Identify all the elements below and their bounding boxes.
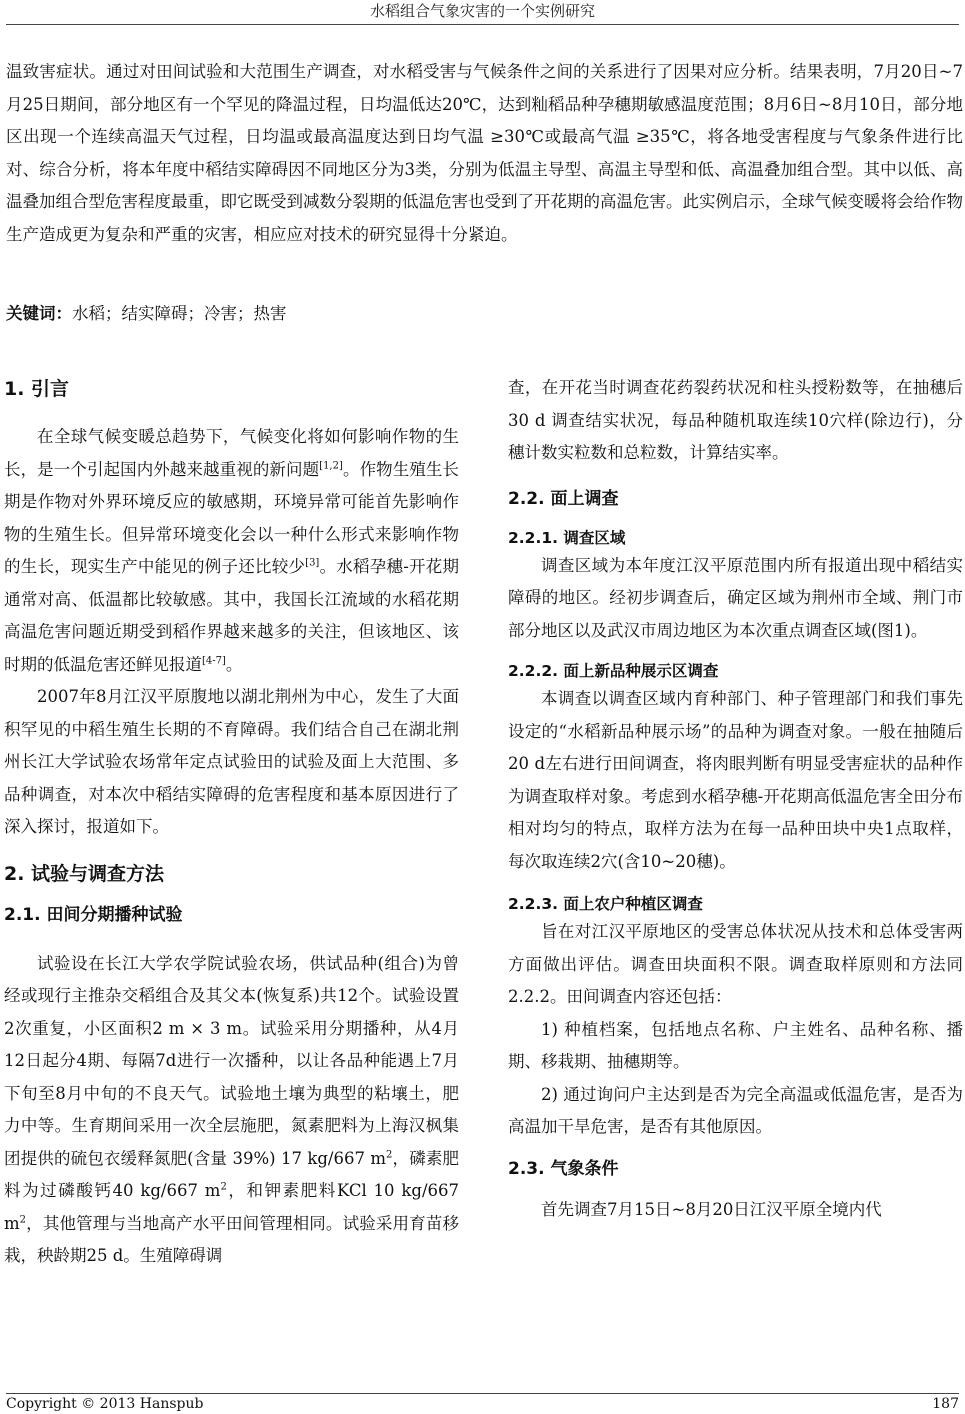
- survey-item-1: 1) 种植档案，包括地点名称、户主姓名、品种名称、播期、移栽期、抽穗期等。: [508, 1019, 963, 1071]
- page-number: 187: [932, 1396, 959, 1412]
- section-2-1-title: 2.1. 田间分期播种试验: [4, 904, 183, 925]
- field-trial-text-a: 试验设在长江大学农学院试验农场，供试品种(组合)为曾经或现行主推杂交稻组合及其父本(恢复系)共12个。试验设置2次重复，小区面积2 m × 3 m。试验采用分期播种，从4月12日起分4期、每隔7d进行一次播种，以让各品种能遇上7月下旬至8月中旬的不良天气。试验地土壤为典型的粘壤土，肥力中等。生育期间采用一次全层施肥，氮素肥料为上海汉枫集团提供的硫包衣缓释氮肥(含量 39%) 17 kg/667 m: [4, 953, 459, 1168]
- section-2-3-title: 2.3. 气象条件: [508, 1158, 619, 1179]
- section-2-2-3-title: 2.2.3. 面上农户种植区调查: [508, 895, 703, 913]
- field-trial-text-d: ，其他管理与当地高产水平田间管理相同。试验采用育苗移栽，秧龄期25 d。生殖障碍调: [4, 1213, 459, 1265]
- intro-paragraph-2: 2007年8月江汉平原腹地以湖北荆州为中心，发生了大面积罕见的中稻生殖生长期的不育障碍。我们结合自己在湖北荆州长江大学试验农场常年定点试验田的试验及面上大范围、多品种调查，对本次中稻结实障碍的危害程度和基本原因进行了深入探讨，报道如下。: [4, 687, 459, 836]
- field-trial-continuation: 查，在开花当时调查花药裂药状况和柱头授粉数等，在抽穗后 30 d 调查结实状况，每品种随机取连续10穴样(除边行)，分穗计数实粒数和总粒数，计算结实率。: [508, 378, 963, 462]
- superscript-2: 2: [386, 1149, 393, 1160]
- survey-item-2: 2) 通过询问户主达到是否为完全高温或低温危害，是否为高温加干旱危害，是否有其他原因。: [508, 1084, 963, 1136]
- section-1-title: 1. 引言: [4, 378, 70, 400]
- header-divider: [6, 24, 959, 25]
- variety-survey-paragraph: 本调查以调查区域内育种部门、种子管理部门和我们事先设定的“水稻新品种展示场”的品种为调查对象。一般在抽随后20 d左右进行田间调查，将肉眼判断有明显受害症状的品种作为调查取样对象。考虑到水稻孕穗-开花期高低温危害全田分布相对均匀的特点，取样方法为在每一品种田块中央1点取样，每次取连续2穴(含10~20穗)。: [508, 689, 963, 871]
- keywords: [6, 298, 956, 330]
- citation-1-2[interactable]: [1,2]: [319, 460, 343, 471]
- left-column: [4, 372, 459, 1273]
- section-2-title: 2. 试验与调查方法: [4, 862, 165, 885]
- right-column: [508, 372, 963, 1226]
- intro-paragraph-1: [4, 421, 459, 681]
- section-2-2-title: 2.2. 面上调查: [508, 488, 619, 509]
- superscript-2: 2: [220, 1181, 227, 1193]
- section-2-2-2-title: 2.2.2. 面上新品种展示区调查: [508, 662, 719, 680]
- copyright-notice: Copyright © 2013 Hanspub: [6, 1396, 204, 1412]
- weather-paragraph: 首先调查7月15日~8月20日江汉平原全境内代: [541, 1199, 882, 1219]
- field-trial-paragraph: [4, 948, 459, 1273]
- intro-text-d: 。: [225, 654, 243, 674]
- farmer-survey-paragraph: 旨在对江汉平原地区的受害总体状况从技术和总体受害两方面做出评估。调查田块面积不限。调查取样原则和方法同2.2.2。田间调查内容还包括：: [508, 922, 963, 1006]
- abstract-text: 温致害症状。通过对田间试验和大范围生产调查，对水稻受害与气候条件之间的关系进行了因果对应分析。结果表明，7月20日~7月25日期间，部分地区有一个罕见的降温过程，日均温低达20℃，达到籼稻品种孕穗期敏感温度范围；8月6日~8月10日，部分地区出现一个连续高温天气过程，日均温或最高温度达到日均气温 ≥30℃或最高气温 ≥35℃，将各地受害程度与气象条件进行比对、综合分析，将本年度中稻结实障碍因不同地区分为3类，分别为低温主导型、高温主导型和低、高温叠加组合型。其中以低、高温叠加组合型危害程度最重，即它既受到减数分裂期的低温危害也受到了开花期的高温危害。此实例启示，全球气候变暖将会给作物生产造成更为复杂和严重的灾害，相应应对技术的研究显得十分紧迫。: [6, 62, 963, 244]
- keywords-label: 关键词：: [6, 304, 72, 323]
- intro-text-a: 在全球气候变暖总趋势下，气候变化将如何影响作物的生长，是一个引起国内外越来越重视的新问题: [4, 427, 459, 479]
- intro-text-b: 。作物生殖生长期是作物对外界环境反应的敏感期，环境异常可能首先影响作物的生殖生长。但异常环境变化会以一种什么形式来影响作物的生长，现实生产中能见的例子还比较少: [4, 459, 460, 576]
- intro-text-c: 。水稻孕穗-开花期通常对高、低温都比较敏感。其中，我国长江流域的水稻花期高温危害问题近期受到稻作界越来越多的关注，但该地区、该时期的低温危害还鲜见报道: [4, 557, 460, 674]
- survey-area-paragraph: 调查区域为本年度江汉平原范围内所有报道出现中稻结实障碍的地区。经初步调查后，确定区域为荆州市全域、荆门市部分地区以及武汉市周边地区为本次重点调查区域(图1)。: [508, 555, 963, 640]
- keywords-text: 水稻；结实障碍；冷害；热害: [72, 304, 287, 323]
- field-trial-text-b: ，磷素肥料为过磷酸钙40 kg/667 m: [4, 1148, 459, 1200]
- running-title: 水稻组合气象灾害的一个实例研究: [369, 2, 595, 20]
- field-trial-text-c: ，和钾素肥料KCl 10 kg/667 m: [4, 1181, 459, 1233]
- citation-3[interactable]: [3]: [305, 557, 320, 569]
- citation-4-7[interactable]: [4-7]: [202, 655, 226, 666]
- superscript-2: 2: [19, 1214, 27, 1225]
- section-2-2-1-title: 2.2.1. 调查区域: [508, 528, 626, 547]
